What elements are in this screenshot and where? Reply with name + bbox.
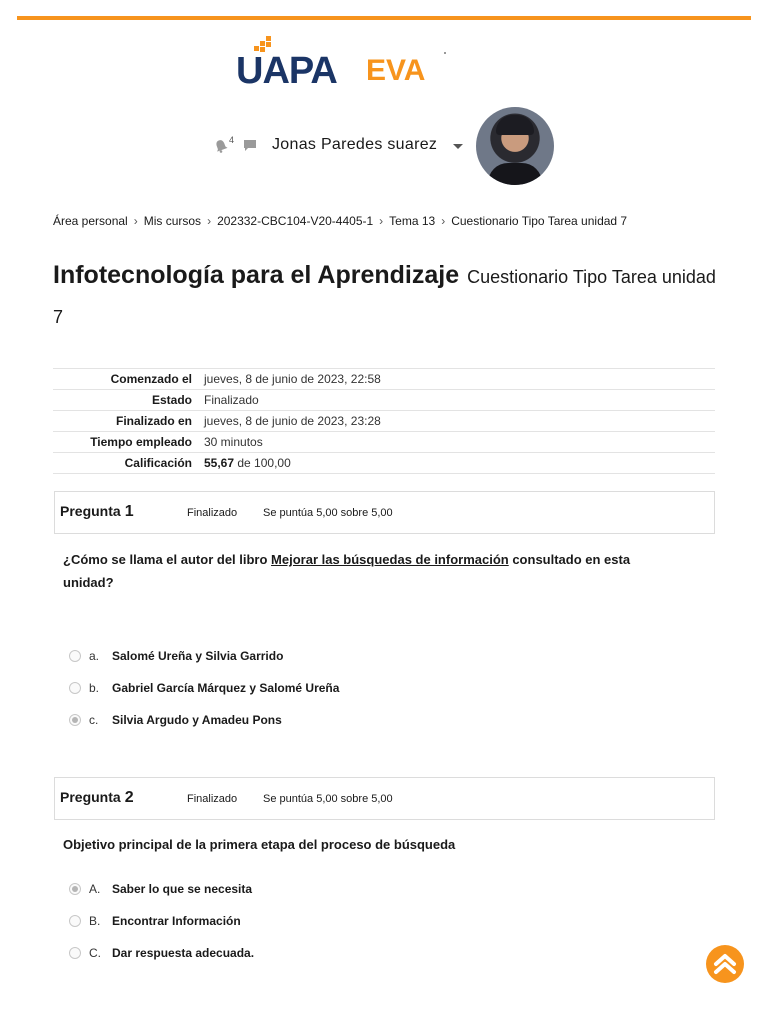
summary-label: Tiempo empleado [90,435,192,449]
quiz-title: Cuestionario Tipo Tarea unidad 7 [53,267,716,327]
notification-count-badge: 4 [229,135,235,145]
radio-button[interactable] [69,682,81,694]
summary-value: 30 minutos [204,435,263,449]
bell-icon[interactable] [214,139,228,153]
question-2-info [54,777,715,820]
top-accent-bar [17,16,751,20]
radio-button-selected[interactable] [69,714,81,726]
caret-down-icon[interactable] [453,144,463,149]
summary-label: Calificación [124,456,192,470]
summary-label: Finalizado en [115,414,192,428]
option-text: Salomé Ureña y Silvia Garrido [112,649,284,663]
question-1-info [54,491,715,534]
radio-button[interactable] [69,650,81,662]
breadcrumb-item-course[interactable]: 202332-CBC104-V20-4405-1 [217,214,374,228]
question-grade: Se puntúa 5,00 sobre 5,00 [263,507,393,519]
summary-row [53,369,715,390]
avatar-shirt [488,163,542,185]
summary-value: jueves, 8 de junio de 2023, 22:58 [204,372,381,386]
question-1-text [63,548,683,594]
question-2-text: Objetivo principal de la primera etapa del proceso de búsqueda [63,837,456,852]
question-state: Finalizado [187,793,238,805]
question-number: 1 [124,503,134,520]
breadcrumb [53,214,627,228]
question-label-text: Pregunta [60,789,121,805]
summary-row [53,390,715,411]
option-letter: A. [89,882,101,896]
question-label [60,789,134,807]
course-title: Infotecnología para el Aprendizaje [53,261,460,289]
grade-rest: de 100,00 [237,456,291,470]
chat-icon[interactable] [243,139,257,152]
question-label-text: Pregunta [60,503,121,519]
radio-button[interactable] [69,915,81,927]
chevron-right-icon: › [207,214,212,228]
option-letter: c. [89,713,99,727]
option-text: Dar respuesta adecuada. [112,946,255,960]
uapa-eva-logo[interactable] [236,34,456,90]
avatar[interactable] [476,107,554,185]
radio-button-selected[interactable] [69,883,81,895]
book-title-link[interactable]: Mejorar las búsquedas de información [271,552,509,567]
question-text-part: consultado en esta unidad? [63,552,631,590]
user-menu-bar [212,106,562,184]
avatar-cap [496,115,534,135]
breadcrumb-item-mis-cursos[interactable]: Mis cursos [143,214,202,228]
option-letter: C. [89,946,101,960]
summary-value: Finalizado [204,393,259,407]
breadcrumb-item-quiz[interactable]: Cuestionario Tipo Tarea unidad 7 [451,214,628,228]
option-letter: b. [89,681,100,695]
option-text: Gabriel García Márquez y Salomé Ureña [112,681,340,695]
summary-row [53,411,715,432]
scroll-to-top-button[interactable] [706,945,744,983]
summary-label: Comenzado el [110,372,192,386]
question-state: Finalizado [187,507,238,519]
logo-uapa-text: UAPA [236,50,337,92]
summary-row-grade [53,453,715,474]
chevron-right-icon: › [133,214,138,228]
question-label [60,503,134,521]
option-text: Saber lo que se necesita [112,882,253,896]
grade-value: 55,67 [204,456,235,470]
summary-label: Estado [151,393,192,407]
question-text-part: ¿Cómo se llama el autor del libro [63,552,272,567]
chevron-right-icon: › [379,214,384,228]
summary-row [53,432,715,453]
logo-eva-text: EVA [366,54,426,87]
page-title [53,256,723,338]
question-grade: Se puntúa 5,00 sobre 5,00 [263,793,393,805]
breadcrumb-item-tema[interactable]: Tema 13 [389,214,436,228]
question-number: 2 [124,789,134,806]
chevron-up-icon [713,953,737,975]
chevron-right-icon: › [441,214,446,228]
attempt-summary-table [53,368,715,474]
option-letter: a. [89,649,100,663]
radio-button[interactable] [69,947,81,959]
breadcrumb-item-area-personal[interactable]: Área personal [53,214,128,228]
grade-cell [198,453,715,474]
logo-dot [444,52,446,54]
option-letter: B. [89,914,101,928]
option-text: Silvia Argudo y Amadeu Pons [112,713,282,727]
option-text: Encontrar Información [112,914,241,928]
user-name[interactable]: Jonas Paredes suarez [272,136,438,153]
summary-value: jueves, 8 de junio de 2023, 23:28 [204,414,381,428]
